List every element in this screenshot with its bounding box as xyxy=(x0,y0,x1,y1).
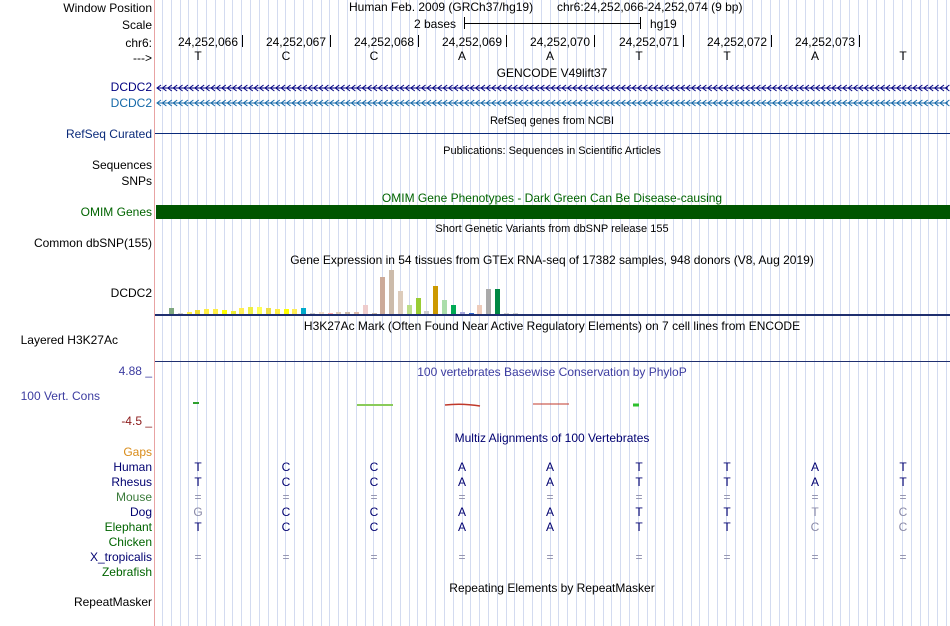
ruler-tick xyxy=(594,35,595,47)
species-label-xtropicalis[interactable]: X_tropicalis xyxy=(89,550,152,564)
alignment-base: T xyxy=(723,460,731,474)
alignment-base: A xyxy=(457,460,467,474)
alignment-base: T xyxy=(899,460,907,474)
dcdc2-transcript-1[interactable] xyxy=(157,85,949,91)
omim-track-title: OMIM Gene Phenotypes - Dark Green Can Be Disease-causing xyxy=(381,191,723,205)
alignment-base: = xyxy=(546,550,554,564)
alignment-base: C xyxy=(369,475,379,489)
alignment-base: = xyxy=(282,490,290,504)
track-label-h3k27ac[interactable]: Layered H3K27Ac xyxy=(20,333,118,347)
ruler-position-label: 24,252,071 xyxy=(618,35,679,49)
alignment-base: C xyxy=(281,460,291,474)
alignment-base: C xyxy=(281,520,291,534)
phylop-mark-3 xyxy=(445,404,480,406)
alignment-base: C xyxy=(281,505,291,519)
track-label-dcdc2-gencode-2[interactable]: DCDC2 xyxy=(110,96,152,110)
scale-text: 2 bases xyxy=(414,17,457,31)
scale-bar-right-cap xyxy=(640,17,641,29)
strand-arrow-label: ---> xyxy=(133,51,152,65)
track-label-dbsnp[interactable]: Common dbSNP(155) xyxy=(33,236,152,250)
alignment-base: = xyxy=(635,550,643,564)
omim-gene-bar[interactable] xyxy=(156,205,950,219)
species-label-dog[interactable]: Dog xyxy=(129,505,152,519)
alignment-base: T xyxy=(723,505,731,519)
reference-base: C xyxy=(281,49,291,63)
scale-bar xyxy=(464,23,640,24)
alignment-base: A xyxy=(457,475,467,489)
ruler-position-label: 24,252,070 xyxy=(529,35,590,49)
species-label-human[interactable]: Human xyxy=(113,460,152,474)
reference-base: T xyxy=(635,49,643,63)
phylop-track-title: 100 vertebrates Basewise Conservation by PhyloP xyxy=(417,365,687,379)
alignment-base: T xyxy=(635,505,643,519)
alignment-row-rhesus xyxy=(155,475,950,490)
alignment-base: A xyxy=(810,475,820,489)
alignment-base: = xyxy=(723,490,731,504)
ruler-tick xyxy=(859,35,860,47)
alignment-base: = xyxy=(811,550,819,564)
alignment-base: A xyxy=(545,460,555,474)
alignment-base: T xyxy=(194,520,202,534)
reference-base: A xyxy=(545,49,555,63)
gtex-tissue-bar[interactable] xyxy=(477,305,482,314)
alignment-base: A xyxy=(545,505,555,519)
track-label-omim[interactable]: OMIM Genes xyxy=(80,205,152,219)
gtex-tissue-bar[interactable] xyxy=(380,277,385,314)
track-label-sequences[interactable]: Sequences xyxy=(91,158,152,172)
gtex-track-title: Gene Expression in 54 tissues from GTEx RNA-seq of 17382 samples, 948 donors (V8, Aug 2019) xyxy=(290,253,814,267)
ruler-position-label: 24,252,072 xyxy=(706,35,767,49)
ruler-position-label: 24,252,067 xyxy=(265,35,326,49)
gtex-tissue-bar[interactable] xyxy=(257,307,262,314)
h3k27ac-baseline xyxy=(155,361,950,362)
species-label-chicken[interactable]: Chicken xyxy=(108,535,152,549)
chromosome-label: chr6: xyxy=(125,36,152,50)
alignment-row-human xyxy=(155,460,950,475)
alignment-base: C xyxy=(898,505,908,519)
alignment-base: A xyxy=(457,505,467,519)
alignment-base: = xyxy=(194,490,202,504)
gtex-tissue-bar[interactable] xyxy=(486,289,491,314)
publications-track-title: Publications: Sequences in Scientific Articles xyxy=(443,145,661,157)
alignment-row-xtropicalis xyxy=(155,550,950,565)
alignment-base: A xyxy=(545,520,555,534)
ruler-tick xyxy=(683,35,684,47)
reference-base: C xyxy=(369,49,379,63)
gtex-tissue-bar[interactable] xyxy=(433,286,438,314)
alignment-base: T xyxy=(723,520,731,534)
alignment-base: = xyxy=(282,550,290,564)
ruler-position-label: 24,252,068 xyxy=(353,35,414,49)
ruler-position-label: 24,252,073 xyxy=(794,35,855,49)
alignment-base: = xyxy=(899,490,907,504)
h3k27ac-track-title: H3K27Ac Mark (Often Found Near Active Regulatory Elements) on 7 cell lines from ENCODE xyxy=(303,319,801,333)
gtex-tissue-bar[interactable] xyxy=(407,305,412,314)
track-label-conservation[interactable]: 100 Vert. Cons xyxy=(20,389,100,403)
gtex-tissue-bar[interactable] xyxy=(389,270,394,314)
alignment-base: = xyxy=(194,550,202,564)
gtex-tissue-bar[interactable] xyxy=(363,305,368,314)
refseq-gene-line[interactable] xyxy=(155,133,950,134)
track-labels-column xyxy=(0,0,155,626)
alignment-base: = xyxy=(635,490,643,504)
alignment-base: A xyxy=(457,520,467,534)
gtex-baseline xyxy=(155,314,950,316)
alignment-base: T xyxy=(194,460,202,474)
alignment-base: T xyxy=(723,475,731,489)
reference-base: T xyxy=(194,49,202,63)
alignment-base: C xyxy=(369,505,379,519)
ruler-position-label: 24,252,069 xyxy=(441,35,502,49)
alignment-base: = xyxy=(370,490,378,504)
phylop-conservation-plot[interactable] xyxy=(155,395,950,415)
alignment-base: C xyxy=(898,520,908,534)
alignment-row-mouse xyxy=(155,490,950,505)
track-label-gtex[interactable]: DCDC2 xyxy=(110,286,152,300)
scale-db: hg19 xyxy=(650,17,677,31)
alignment-base: A xyxy=(810,460,820,474)
gencode-track-title: GENCODE V49lift37 xyxy=(496,66,608,80)
assembly-name: Human Feb. 2009 (GRCh37/hg19) xyxy=(349,0,534,14)
track-label-repeatmasker[interactable]: RepeatMasker xyxy=(73,595,152,609)
alignment-base: = xyxy=(458,490,466,504)
tracks-area[interactable] xyxy=(155,0,950,626)
alignment-base: = xyxy=(723,550,731,564)
alignment-base: T xyxy=(194,475,202,489)
alignment-base: = xyxy=(458,550,466,564)
species-label-rhesus[interactable]: Rhesus xyxy=(111,475,152,489)
alignment-base: T xyxy=(635,460,643,474)
alignment-base: T xyxy=(899,475,907,489)
alignment-base: T xyxy=(811,505,819,519)
dcdc2-transcript-2[interactable] xyxy=(157,100,949,106)
alignment-base: C xyxy=(810,520,820,534)
reference-base: A xyxy=(457,49,467,63)
ruler-tick xyxy=(242,35,243,47)
ruler-tick xyxy=(506,35,507,47)
refseq-track-title: RefSeq genes from NCBI xyxy=(489,115,615,127)
alignment-base: A xyxy=(545,475,555,489)
alignment-base: T xyxy=(635,475,643,489)
alignment-row-dog xyxy=(155,505,950,520)
gencode-gene-lines[interactable] xyxy=(155,82,950,112)
gtex-tissue-bar[interactable] xyxy=(398,291,403,314)
multiz-track-title: Multiz Alignments of 100 Vertebrates xyxy=(454,431,650,445)
conservation-min-label: -4.5 _ xyxy=(121,414,152,428)
dbsnp-track-title: Short Genetic Variants from dbSNP release 155 xyxy=(435,223,669,235)
alignment-base: = xyxy=(370,550,378,564)
alignment-base: = xyxy=(899,550,907,564)
alignment-base: C xyxy=(369,460,379,474)
window-position-value: chr6:24,252,066-24,252,074 (9 bp) xyxy=(557,0,743,14)
gtex-tissue-bar[interactable] xyxy=(442,300,447,314)
ruler-tick xyxy=(418,35,419,47)
conservation-max-label: 4.88 _ xyxy=(118,364,152,378)
track-label-dcdc2-gencode[interactable]: DCDC2 xyxy=(110,80,152,94)
track-label-gaps[interactable]: Gaps xyxy=(123,445,152,459)
gtex-tissue-bar[interactable] xyxy=(495,289,500,314)
gtex-tissue-bar[interactable] xyxy=(416,298,421,314)
species-label-mouse[interactable]: Mouse xyxy=(115,490,152,504)
reference-base: A xyxy=(810,49,820,63)
reference-base: T xyxy=(723,49,731,63)
species-label-elephant[interactable]: Elephant xyxy=(104,520,152,534)
ruler-tick xyxy=(771,35,772,47)
ruler-position-label: 24,252,066 xyxy=(177,35,238,49)
alignment-row-elephant xyxy=(155,520,950,535)
track-label-refseq[interactable]: RefSeq Curated xyxy=(65,127,152,141)
track-label-snps[interactable]: SNPs xyxy=(121,174,152,188)
alignment-base: T xyxy=(635,520,643,534)
alignment-base: C xyxy=(369,520,379,534)
window-position-label: Window Position xyxy=(63,1,152,15)
species-label-zebrafish[interactable]: Zebrafish xyxy=(101,565,152,579)
gtex-tissue-bar[interactable] xyxy=(451,305,456,314)
reference-base: T xyxy=(899,49,907,63)
alignment-base: G xyxy=(193,505,203,519)
ruler-tick xyxy=(330,35,331,47)
scale-label: Scale xyxy=(121,18,152,32)
gtex-expression-chart[interactable] xyxy=(155,268,950,315)
alignment-base: = xyxy=(811,490,819,504)
repeatmasker-track-title: Repeating Elements by RepeatMasker xyxy=(449,581,655,595)
alignment-base: C xyxy=(281,475,291,489)
alignment-base: = xyxy=(546,490,554,504)
gtex-tissue-bar[interactable] xyxy=(248,307,253,314)
